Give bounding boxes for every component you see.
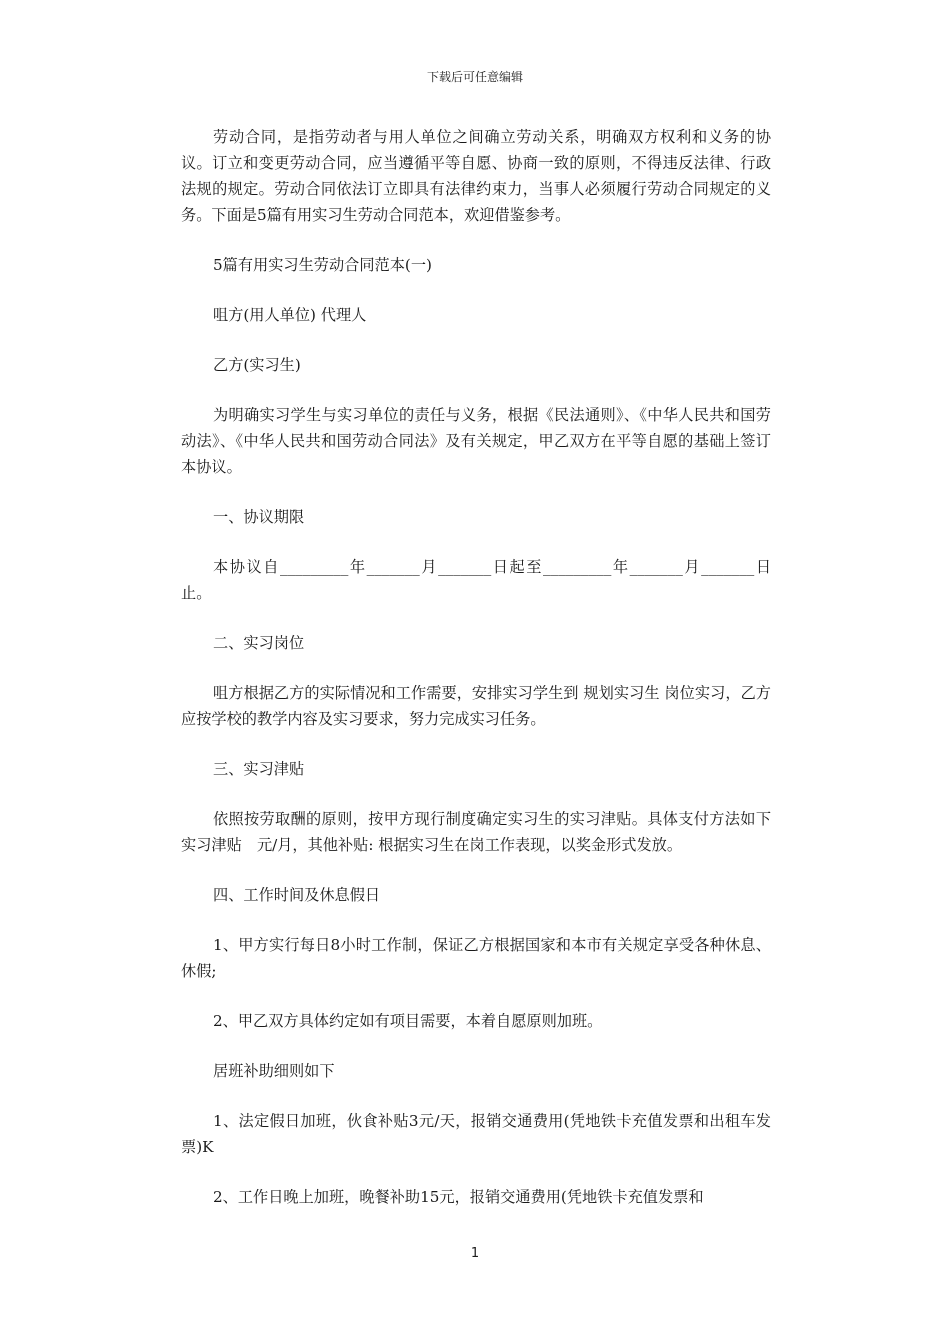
allowance-paragraph: 依照按劳取酬的原则，按甲方现行制度确定实习生的实习津贴。具体支付方法如下实习津贴 元/月，其他补贴: 根据实习生在岗工作表现，以奖金形式发放。 <box>181 810 771 854</box>
party-a-line: 咀方(用人单位) 代理人 <box>213 306 367 324</box>
overtime-heading: 居班补助细则如下 <box>213 1062 335 1080</box>
hours-item-2: 2、甲乙双方具体约定如有项目需要，本着自愿原则加班。 <box>213 1012 603 1030</box>
document-body <box>181 124 771 1234</box>
clause-heading-hours: 四、工作时间及休息假日 <box>213 886 381 904</box>
position-paragraph: 咀方根据乙方的实际情况和工作需要，安排实习学生到 规划实习生 岗位实习，乙方应按学校的教学内容及实习要求，努力完成实习任务。 <box>181 684 771 728</box>
party-b-line: 乙方(实习生) <box>213 356 301 374</box>
intro-paragraph: 劳动合同，是指劳动者与用人单位之间确立劳动关系，明确双方权利和义务的协议。订立和变更劳动合同，应当遵循平等自愿、协商一致的原则，不得违反法律、行政法规的规定。劳动合同依法订立即具有法律约束力，当事人必须履行劳动合同规定的义务。下面是5篇有用实习生劳动合同范本，欢迎借鉴参考。 <box>181 128 771 224</box>
overtime-item-1: 1、法定假日加班，伙食补贴3元/天，报销交通费用(凭地铁卡充值发票和出租车发票)K <box>181 1112 771 1156</box>
page-number: 1 <box>470 1246 480 1261</box>
clause-heading-position: 二、实习岗位 <box>213 634 305 652</box>
page-header: 下载后可任意编辑 <box>426 70 523 84</box>
section-title: 5篇有用实习生劳动合同范本(一) <box>213 256 432 274</box>
hours-item-1: 1、甲方实行每日8小时工作制，保证乙方根据国家和本市有关规定享受各种休息、休假; <box>181 936 771 980</box>
overtime-item-2: 2、工作日晚上加班，晚餐补助15元，报销交通费用(凭地铁卡充值发票和 <box>213 1188 704 1206</box>
term-paragraph: 本协议自_________年_______月_______日起至_________年_______月_______日止。 <box>181 558 771 602</box>
clause-heading-term: 一、协议期限 <box>213 508 305 526</box>
preamble-paragraph: 为明确实习学生与实习单位的责任与义务，根据《民法通则》、《中华人民共和国劳动法》、《中华人民共和国劳动合同法》及有关规定，甲乙双方在平等自愿的基础上签订本协议。 <box>181 406 771 476</box>
clause-heading-allowance: 三、实习津贴 <box>213 760 305 778</box>
